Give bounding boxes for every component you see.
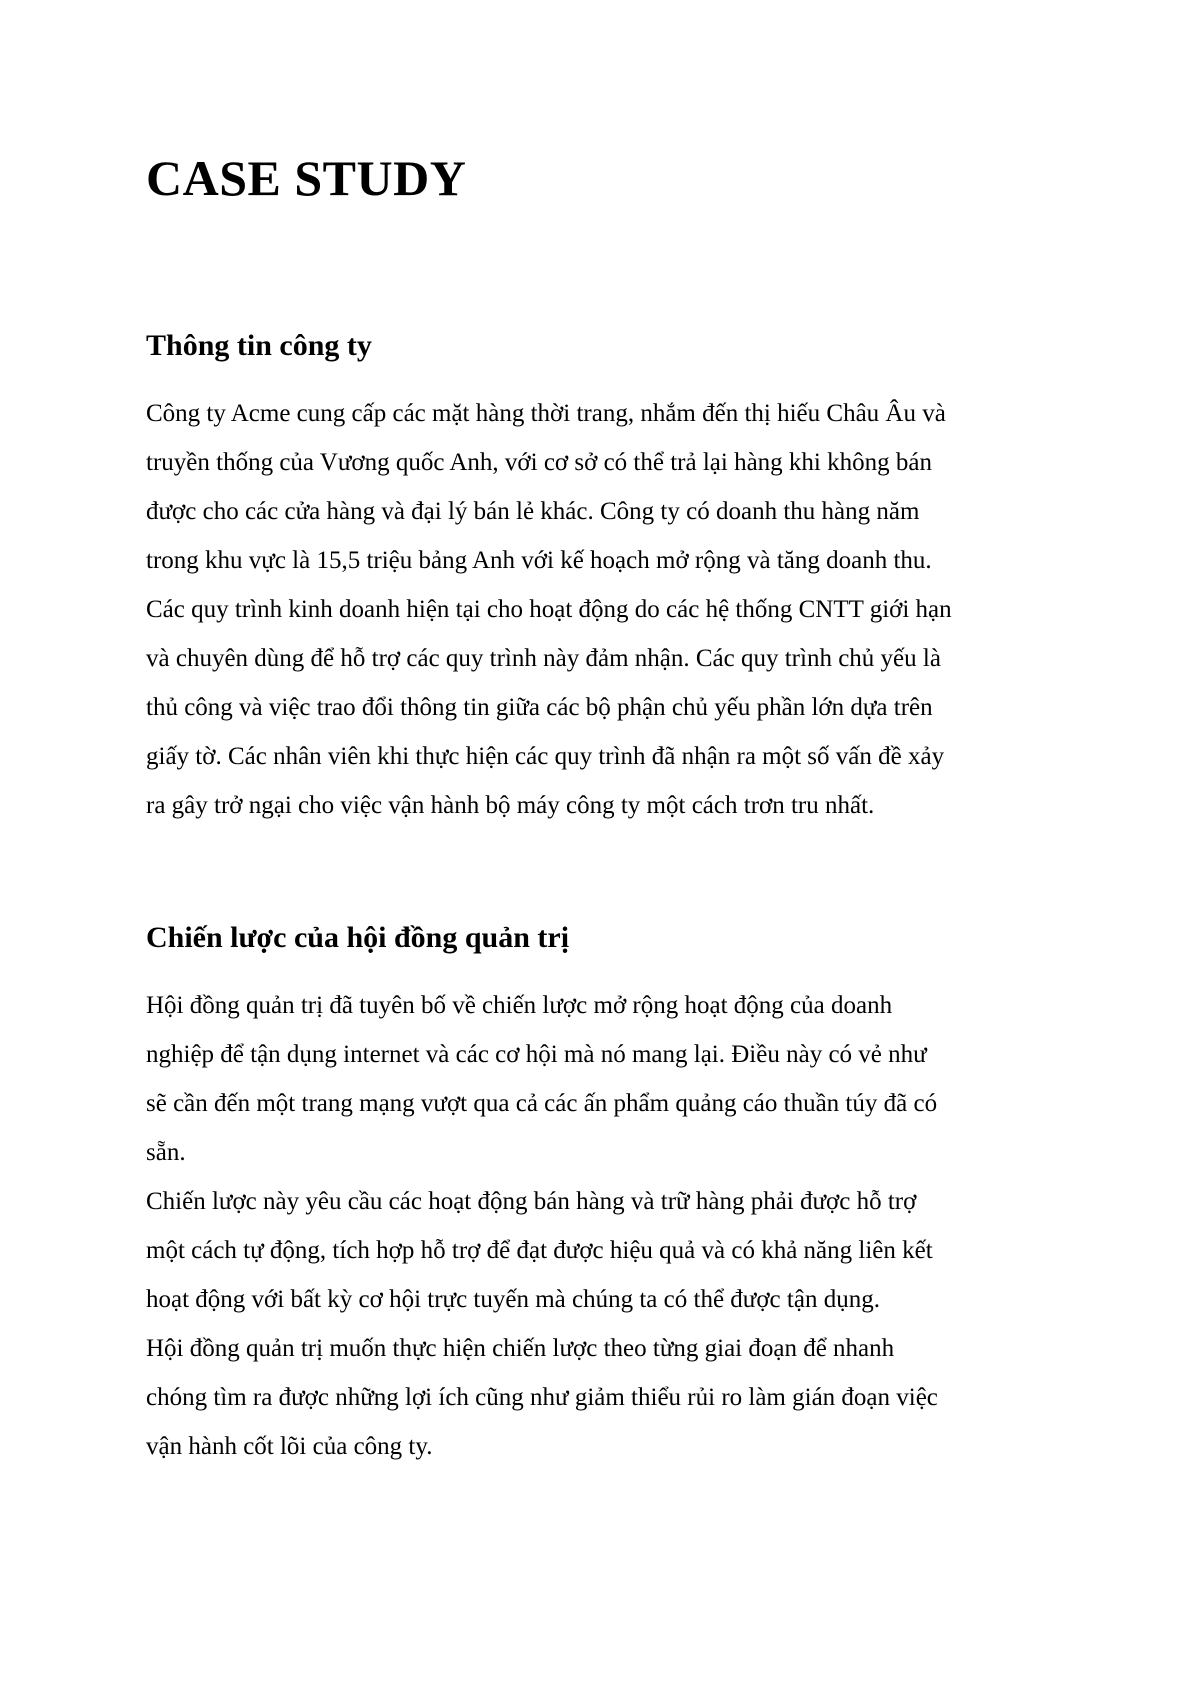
paragraph-line: vận hành cốt lõi của công ty.: [146, 1433, 433, 1460]
paragraph-line: Công ty Acme cung cấp các mặt hàng thời trang, nhắm đến thị hiếu Châu Âu và: [146, 400, 946, 427]
paragraph-line: ra gây trở ngại cho việc vận hành bộ máy công ty một cách trơn tru nhất.: [146, 792, 875, 819]
paragraph-line: Hội đồng quản trị đã tuyên bố về chiến lược mở rộng hoạt động của doanh: [146, 992, 893, 1019]
paragraph-line: truyền thống của Vương quốc Anh, với cơ sở có thể trả lại hàng khi không bán: [146, 449, 932, 476]
paragraph-line: Các quy trình kinh doanh hiện tại cho hoạt động do các hệ thống CNTT giới hạn: [146, 596, 952, 623]
paragraph-line: hoạt động với bất kỳ cơ hội trực tuyến mà chúng ta có thể được tận dụng.: [146, 1286, 880, 1313]
paragraph-line: sẽ cần đến một trang mạng vượt qua cả các ấn phẩm quảng cáo thuần túy đã có: [146, 1090, 938, 1117]
paragraph-line: Hội đồng quản trị muốn thực hiện chiến lược theo từng giai đoạn để nhanh: [146, 1335, 895, 1362]
paragraph-line: sẵn.: [146, 1139, 186, 1166]
paragraph-line: một cách tự động, tích hợp hỗ trợ để đạt được hiệu quả và có khả năng liên kết: [146, 1237, 933, 1264]
paragraph-line: giấy tờ. Các nhân viên khi thực hiện các quy trình đã nhận ra một số vấn đề xảy: [146, 743, 945, 770]
board-strategy-paragraph: [146, 981, 1076, 1471]
section-heading-company-info: Thông tin công ty: [146, 329, 372, 362]
document-title: CASE STUDY: [146, 150, 467, 206]
paragraph-line: chóng tìm ra được những lợi ích cũng như giảm thiểu rủi ro làm gián đoạn việc: [146, 1384, 938, 1411]
company-info-paragraph: [146, 389, 1076, 830]
paragraph-line: được cho các cửa hàng và đại lý bán lẻ khác. Công ty có doanh thu hàng năm: [146, 498, 920, 525]
paragraph-line: và chuyên dùng để hỗ trợ các quy trình này đảm nhận. Các quy trình chủ yếu là: [146, 645, 941, 672]
paragraph-line: trong khu vực là 15,5 triệu bảng Anh với kế hoạch mở rộng và tăng doanh thu.: [146, 547, 932, 574]
paragraph-line: thủ công và việc trao đổi thông tin giữa các bộ phận chủ yếu phần lớn dựa trên: [146, 694, 933, 721]
section-heading-board-strategy: Chiến lược của hội đồng quản trị: [146, 921, 570, 954]
paragraph-line: nghiệp để tận dụng internet và các cơ hội mà nó mang lại. Điều này có vẻ như: [146, 1041, 927, 1068]
paragraph-line: Chiến lược này yêu cầu các hoạt động bán hàng và trữ hàng phải được hỗ trợ: [146, 1188, 917, 1215]
